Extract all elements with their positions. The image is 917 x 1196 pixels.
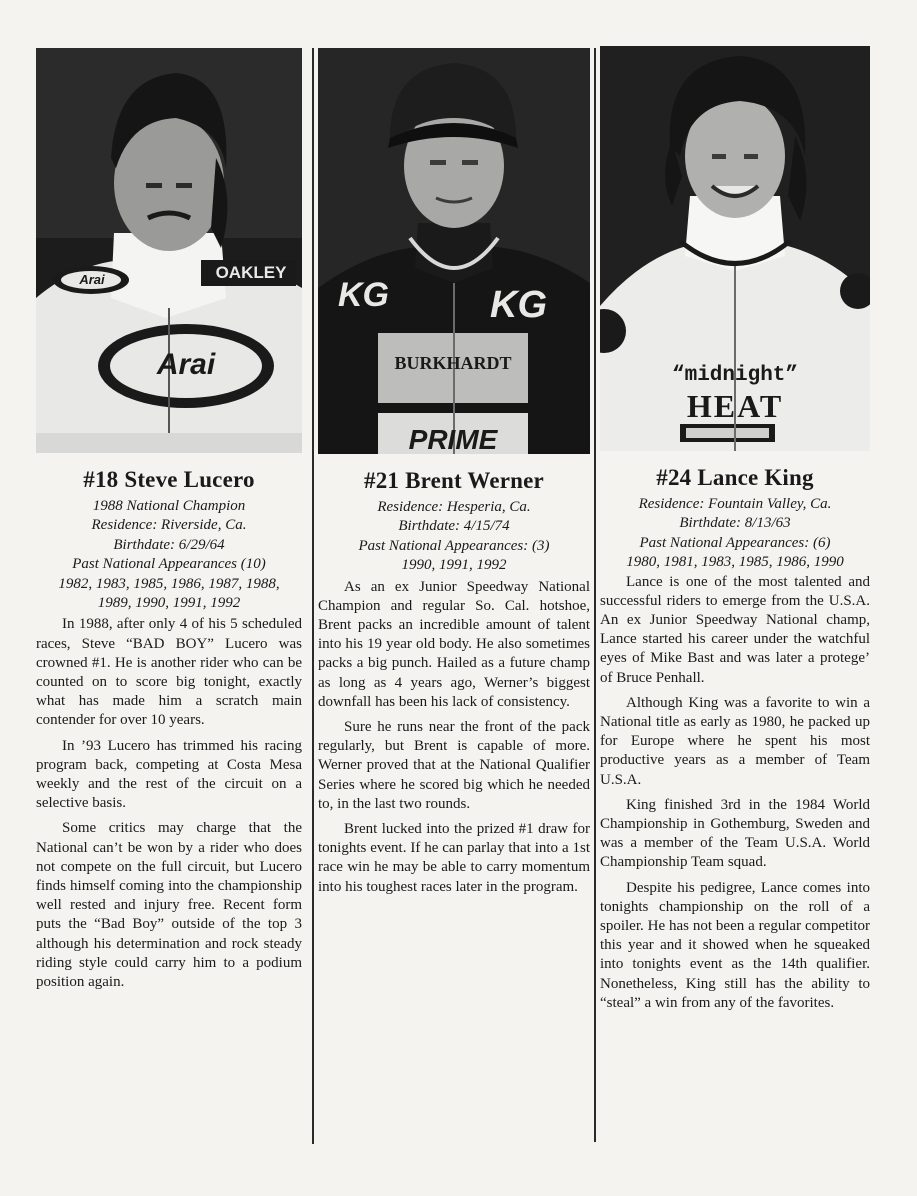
column-divider-right — [594, 48, 596, 1142]
rider-name: #24 Lance King — [656, 465, 814, 490]
photo-logo-burkhardt: BURKHARDT — [394, 353, 512, 373]
bio-paragraph: In ’93 Lucero has trimmed his racing program back, competing at Costa Mesa weekly and the rest of the circuit on a selective basis. — [36, 737, 302, 812]
rider-profile-werner — [318, 48, 590, 903]
photo-logo-arai-small: Arai — [79, 272, 105, 287]
meta-years: 1980, 1981, 1983, 1985, 1986, 1990 — [626, 554, 844, 571]
photo-logo-prime: PRIME — [408, 424, 498, 454]
rider-profile-king — [600, 46, 870, 1019]
photo-logo-kg-right: KG — [490, 284, 547, 326]
rider-photo-werner — [318, 48, 590, 454]
photo-logo-midnight: “midnight” — [671, 364, 799, 387]
rider-bio — [36, 615, 302, 992]
column-divider-left — [312, 48, 314, 1144]
rider-bio — [600, 573, 870, 1013]
rider-profile-lucero — [36, 48, 302, 998]
meta-years-cont: 1989, 1990, 1991, 1992 — [97, 595, 241, 612]
meta-birthdate: Birthdate: 6/29/64 — [113, 536, 225, 553]
meta-years: 1990, 1991, 1992 — [401, 557, 507, 574]
meta-appearances: Past National Appearances: (3) — [358, 537, 550, 554]
bio-paragraph: Despite his pedigree, Lance comes into tonights championship on the roll of a spoiler. He has not been a regular competitor this year and it showed when he squeaked into tonights event as the 14th qualifier. Nonetheless, King still has the ability to “steal” a win from any of the favorites. — [600, 879, 870, 1011]
bio-paragraph: Brent lucked into the prized #1 draw for tonights event. If he can parlay that into a 1st race win he may be able to carry momentum into his toughest races later in the program. — [318, 821, 590, 895]
photo-logo-arai: Arai — [156, 348, 216, 381]
meta-birthdate: Birthdate: 4/15/74 — [398, 518, 510, 535]
photo-logo-kg-left: KG — [338, 276, 389, 314]
meta-appearances: Past National Appearances: (6) — [639, 534, 831, 551]
meta-residence: Residence: Fountain Valley, Ca. — [638, 496, 832, 512]
meta-birthdate: Birthdate: 8/13/63 — [679, 515, 791, 532]
meta-title: 1988 National Champion — [92, 498, 246, 514]
rider-bio — [318, 578, 590, 897]
rider-name: #21 Brent Werner — [364, 468, 544, 493]
rider-photo-lucero — [36, 48, 302, 453]
bio-paragraph: Although King was a favorite to win a National title as early as 1980, he packed up for Europe where he spent his most productive years as a member of Team U.S.A. — [600, 694, 870, 788]
rider-photo-king — [600, 46, 870, 451]
bio-paragraph: Sure he runs near the front of the pack regularly, but Brent is capable of more. Werner proved that at the National Qualifier Series where he scored big which he needed to, in the last two rounds. — [318, 719, 590, 812]
meta-residence: Residence: Riverside, Ca. — [91, 517, 247, 534]
meta-years: 1982, 1983, 1985, 1986, 1987, 1988, — [58, 575, 280, 592]
rider-meta — [318, 498, 590, 576]
rider-meta — [36, 497, 302, 613]
photo-logo-oakley: OAKLEY — [215, 263, 287, 282]
bio-paragraph: As an ex Junior Speedway National Champion and regular So. Cal. hotshoe, Brent packs an incredible amount of talent into his 19 year old body. He also sometimes packs a big punch. Hailed as a future champ as long as 4 years ago, Werner’s biggest downfall has been his lack of consistency. — [318, 578, 590, 710]
meta-appearances: Past National Appearances (10) — [72, 556, 266, 573]
rider-name: #18 Steve Lucero — [83, 467, 255, 492]
bio-paragraph: King finished 3rd in the 1984 World Championship in Gothemburg, Sweden and was a member of the Team U.S.A. World Championship Team squad. — [600, 796, 870, 871]
bio-paragraph: Lance is one of the most talented and successful riders to emerge from the U.S.A. An ex Junior Speedway National champ, Lance started his career under the watchful eyes of Mike Bast and was later a protege’ of Bruce Penhall. — [600, 573, 870, 686]
photo-logo-heat: HEAT — [686, 388, 784, 424]
rider-meta — [600, 495, 870, 573]
bio-paragraph: In 1988, after only 4 of his 5 scheduled races, Steve “BAD BOY” Lucero was crowned #1. He is another rider who can be counted on to score big tonight, exactly what has made him a scratch main contender for over 10 years. — [36, 616, 302, 729]
meta-residence: Residence: Hesperia, Ca. — [377, 499, 531, 515]
bio-paragraph: Some critics may charge that the National can’t be won by a rider who does not compete on the full circuit, but Lucero finds himself coming into the championship well rested and injury free. Recent form puts the “Bad Boy” outside of the top 3 although his determination and rock steady riding style could carry him to a podium position again. — [36, 820, 302, 991]
